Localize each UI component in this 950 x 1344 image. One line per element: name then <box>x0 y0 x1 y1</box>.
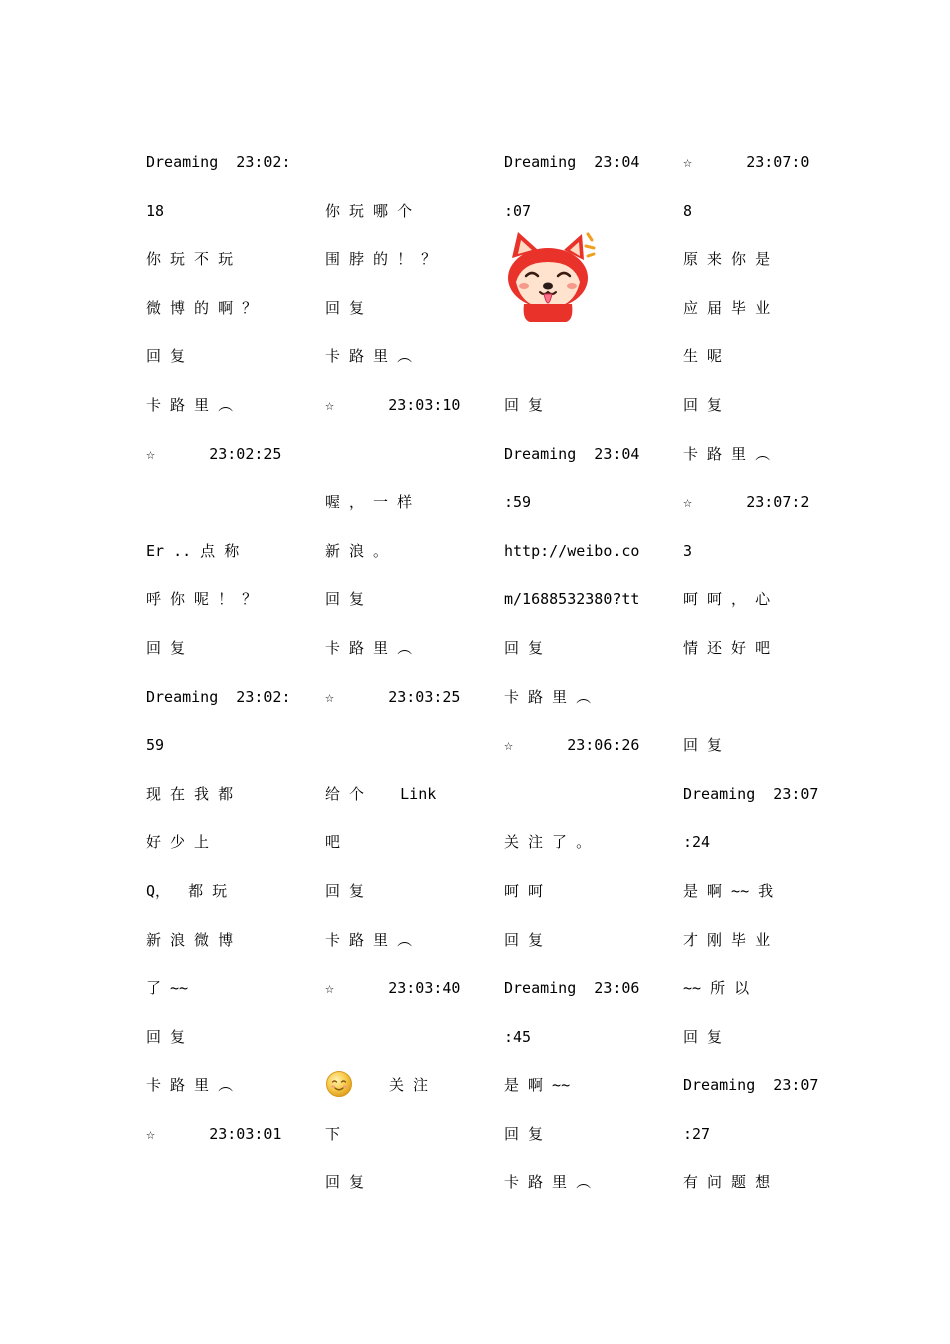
reply-link[interactable]: 回 复 <box>504 930 544 949</box>
reply-link[interactable]: 回 复 <box>146 347 186 366</box>
chat-line <box>146 481 316 530</box>
chat-line: Er .. 点 称 <box>146 541 240 560</box>
chat-line: Q， 都 玩 <box>146 881 228 900</box>
chat-line: 情 还 好 吧 <box>683 638 771 657</box>
chat-line: Dreaming 23:07 <box>683 1076 819 1095</box>
chat-line: ☆ 23:02:25 <box>146 444 282 463</box>
chat-line <box>325 724 495 773</box>
chat-line: 围 脖 的 ！ ？ <box>325 250 437 269</box>
chat-line: 59 <box>146 736 165 755</box>
reply-link[interactable]: 回 复 <box>683 736 723 755</box>
chat-line: 卡 路 里 ︵ <box>325 930 413 949</box>
chat-line: 呵 呵 ， 心 <box>683 590 771 609</box>
reply-link[interactable]: 回 复 <box>504 638 544 657</box>
chat-line: :27 <box>683 1124 711 1143</box>
chat-line: 你 玩 不 玩 <box>146 250 234 269</box>
chat-line: ☆ 23:03:25 <box>325 687 461 706</box>
reply-link[interactable]: 回 复 <box>325 298 365 317</box>
chat-line <box>325 141 495 190</box>
chat-line: 卡 路 里 ︵ <box>146 1076 234 1095</box>
chat-line: 原 来 你 是 <box>683 250 771 269</box>
chat-line: 了 ~~ <box>146 979 189 998</box>
chat-line: :07 <box>504 201 532 220</box>
column-2 <box>325 141 495 1210</box>
chat-line: 卡 路 里 ︵ <box>504 687 592 706</box>
chat-line: 给 个 Link <box>325 784 437 803</box>
chat-line <box>325 433 495 482</box>
chat-line: 生 呢 <box>683 347 723 366</box>
chat-line: ☆ 23:03:40 <box>325 979 461 998</box>
chat-line: 是 啊 ~~ <box>504 1076 571 1095</box>
chat-line: 微 博 的 啊 ？ <box>146 298 258 317</box>
chat-line <box>504 773 674 822</box>
reply-link[interactable]: 回 复 <box>146 1027 186 1046</box>
chat-line: 关 注 <box>389 1076 429 1095</box>
column-1 <box>146 141 316 1161</box>
chat-line: 呼 你 呢 ！ ？ <box>146 590 258 609</box>
column-3 <box>504 141 674 1210</box>
chat-line: :45 <box>504 1027 532 1046</box>
column-4 <box>683 141 853 1210</box>
red-fox-sticker <box>502 228 598 324</box>
chat-line: 3 <box>683 541 693 560</box>
smile-emoji-row <box>325 1064 495 1113</box>
chat-line: 18 <box>146 201 165 220</box>
chat-line: 卡 路 里 ︵ <box>504 1173 592 1192</box>
chat-line: 关 注 了 。 <box>504 833 592 852</box>
chat-line: 是 啊 ~~ 我 <box>683 881 774 900</box>
chat-line: 新 浪 。 <box>325 541 389 560</box>
chat-line: ☆ 23:03:01 <box>146 1124 282 1143</box>
chat-line: :24 <box>683 833 711 852</box>
chat-line: ~~ 所 以 <box>683 979 750 998</box>
chat-line: 卡 路 里 ︵ <box>325 638 413 657</box>
chat-line: 下 <box>325 1124 341 1143</box>
chat-line: 你 玩 哪 个 <box>325 201 413 220</box>
chat-line <box>683 676 853 725</box>
chat-line: 现 在 我 都 <box>146 784 234 803</box>
chat-line: ☆ 23:07:2 <box>683 493 810 512</box>
chat-line: 8 <box>683 201 693 220</box>
chat-line: :59 <box>504 493 532 512</box>
chat-line: 好 少 上 <box>146 833 210 852</box>
chat-line: Dreaming 23:04 <box>504 444 640 463</box>
chat-line: Dreaming 23:07 <box>683 784 819 803</box>
reply-link[interactable]: 回 复 <box>325 881 365 900</box>
chat-line: ☆ 23:06:26 <box>504 736 640 755</box>
chat-line: 喔 ， 一 样 <box>325 493 413 512</box>
weibo-link[interactable]: http://weibo.co <box>504 541 640 560</box>
chat-line: Dreaming 23:02: <box>146 687 291 706</box>
chat-line: 新 浪 微 博 <box>146 930 234 949</box>
reply-link[interactable]: 回 复 <box>325 1173 365 1192</box>
chat-line: Dreaming 23:02: <box>146 153 291 171</box>
reply-link[interactable]: 回 复 <box>146 638 186 657</box>
chat-line: ☆ 23:07:0 <box>683 153 810 171</box>
weibo-link[interactable]: m/1688532380?tt <box>504 590 640 609</box>
chat-line: ☆ 23:03:10 <box>325 395 461 414</box>
reply-link[interactable]: 回 复 <box>504 395 544 414</box>
reply-link[interactable]: 回 复 <box>325 590 365 609</box>
chat-line: 应 届 毕 业 <box>683 298 771 317</box>
chat-line: 卡 路 里 ︵ <box>146 395 234 414</box>
chat-line: 吧 <box>325 833 341 852</box>
sticker-block <box>504 238 674 384</box>
chat-line: Dreaming 23:04 <box>504 153 640 171</box>
chat-line: 呵 呵 <box>504 881 544 900</box>
chat-line: 卡 路 里 ︵ <box>683 444 771 463</box>
reply-link[interactable]: 回 复 <box>504 1124 544 1143</box>
chat-line: 才 刚 毕 业 <box>683 930 771 949</box>
reply-link[interactable]: 回 复 <box>683 1027 723 1046</box>
chat-line: 有 问 题 想 <box>683 1173 771 1192</box>
chat-line: 卡 路 里 ︵ <box>325 347 413 366</box>
reply-link[interactable]: 回 复 <box>683 395 723 414</box>
chat-line <box>325 1016 495 1065</box>
smile-emoji-icon <box>325 1070 353 1098</box>
chat-line: Dreaming 23:06 <box>504 979 640 998</box>
